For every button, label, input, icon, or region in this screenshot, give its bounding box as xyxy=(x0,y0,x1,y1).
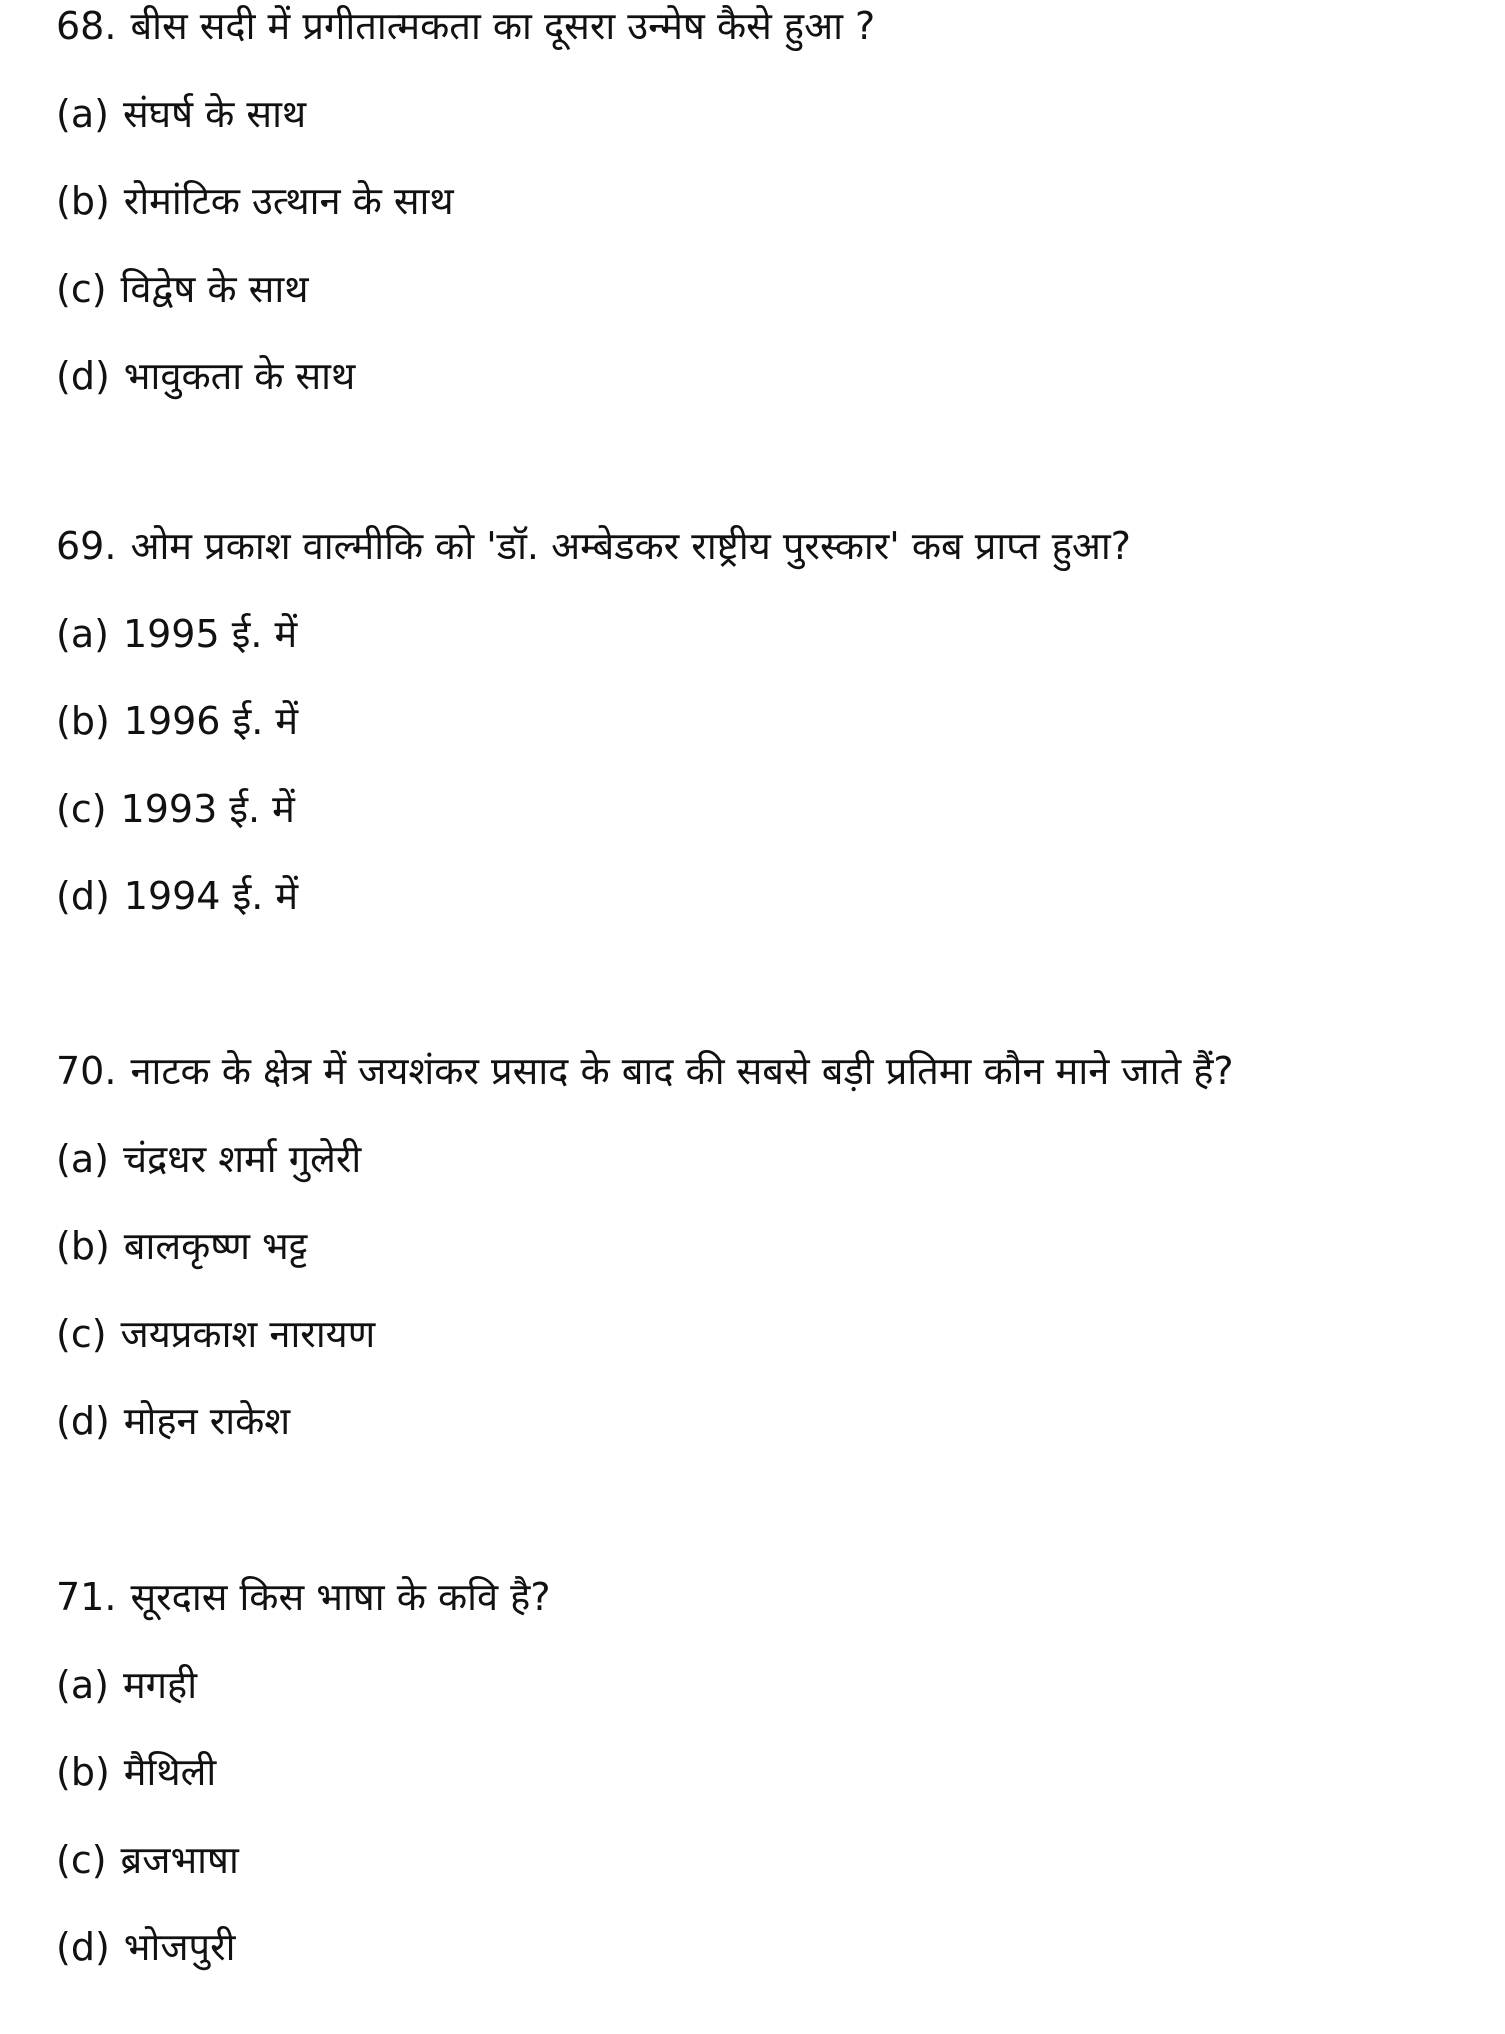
option xyxy=(56,259,309,319)
option xyxy=(56,691,298,751)
option xyxy=(56,866,298,926)
option-text: 1994 ई. में xyxy=(123,874,299,918)
question-3 xyxy=(56,1041,1234,1101)
option-text: विद्वेष के साथ xyxy=(120,266,309,311)
option-text: जयप्रकाश नारायण xyxy=(120,1311,376,1356)
option-text: भोजपुरी xyxy=(123,1925,236,1969)
question-2-text: ओम प्रकाश वाल्मीकि को 'डॉ. अम्बेडकर राष्ट्रीय पुरस्कार' कब प्राप्त हुआ? xyxy=(130,524,1131,568)
option-label: (a) xyxy=(56,1136,109,1181)
question-1-text: बीस सदी में प्रगीतात्मकता का दूसरा उन्मेष कैसे हुआ ? xyxy=(130,4,876,48)
question-3-text: नाटक के क्षेत्र में जयशंकर प्रसाद के बाद की सबसे बड़ी प्रतिमा कौन माने जाते हैं? xyxy=(130,1049,1234,1093)
option-label: (b) xyxy=(56,699,110,743)
option xyxy=(56,1304,375,1364)
option-label: (d) xyxy=(56,874,110,918)
option-text: बालकृष्ण भट्ट xyxy=(123,1224,308,1268)
question-number: 69. xyxy=(56,524,117,568)
option-label: (d) xyxy=(56,1399,110,1443)
option xyxy=(56,1917,236,1977)
option xyxy=(56,1391,290,1451)
option xyxy=(56,1129,361,1189)
option xyxy=(56,1742,216,1802)
option-label: (d) xyxy=(56,1925,110,1969)
option-text: 1995 ई. में xyxy=(122,611,298,656)
option xyxy=(56,1655,197,1715)
option-text: मैथिली xyxy=(123,1750,217,1794)
option xyxy=(56,346,355,406)
option xyxy=(56,604,297,664)
option xyxy=(56,171,454,231)
option-label: (a) xyxy=(56,1662,109,1707)
question-2 xyxy=(56,516,1131,576)
option-label: (b) xyxy=(56,1224,110,1268)
option-text: रोमांटिक उत्थान के साथ xyxy=(123,179,454,223)
option-text: भावुकता के साथ xyxy=(123,354,356,398)
option-text: 1996 ई. में xyxy=(123,699,299,743)
option-text: संघर्ष के साथ xyxy=(122,91,307,136)
question-number: 68. xyxy=(56,4,117,48)
option-text: ब्रजभाषा xyxy=(120,1837,239,1882)
option-label: (a) xyxy=(56,91,109,136)
option xyxy=(56,779,295,839)
option-text: मोहन राकेश xyxy=(123,1399,291,1443)
option-label: (b) xyxy=(56,179,110,223)
option-text: मगही xyxy=(122,1662,198,1707)
option-label: (c) xyxy=(56,1837,107,1882)
question-number: 71. xyxy=(56,1575,117,1619)
question-4-text: सूरदास किस भाषा के कवि है? xyxy=(130,1575,551,1619)
option-text: चंद्रधर शर्मा गुलेरी xyxy=(122,1136,362,1181)
option xyxy=(56,1216,307,1276)
option-text: 1993 ई. में xyxy=(120,786,295,831)
option-label: (b) xyxy=(56,1750,110,1794)
option-label: (c) xyxy=(56,786,107,831)
question-4 xyxy=(56,1567,551,1627)
option xyxy=(56,1830,239,1890)
question-1 xyxy=(56,0,875,56)
question-number: 70. xyxy=(56,1049,117,1093)
option xyxy=(56,84,306,144)
option-label: (a) xyxy=(56,611,109,656)
option-label: (c) xyxy=(56,1311,107,1356)
option-label: (d) xyxy=(56,354,110,398)
option-label: (c) xyxy=(56,266,107,311)
